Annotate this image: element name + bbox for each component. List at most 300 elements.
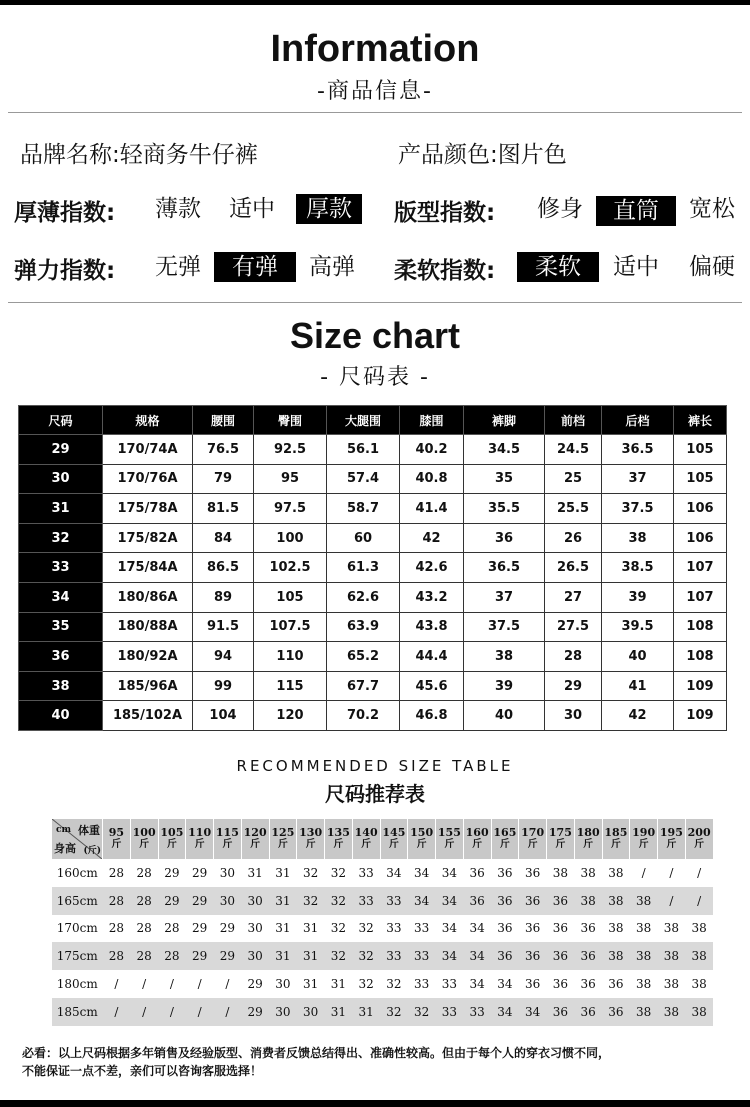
recommend-size-cell: 34 — [519, 998, 547, 1026]
size-value-cell: 30 — [545, 701, 602, 731]
recommend-size-cell: 36 — [547, 887, 575, 915]
recommend-size-cell: 38 — [580, 865, 596, 880]
size-value-cell: 37 — [464, 582, 545, 612]
recommend-row — [52, 859, 713, 887]
weight-value: 160 — [465, 826, 489, 839]
recommend-size-cell: 36 — [552, 921, 569, 936]
height-cell: 175cm — [52, 942, 103, 970]
recommend-size-cell: 28 — [164, 921, 180, 936]
recommend-size-cell: 34 — [469, 921, 485, 936]
recommend-size-cell: 31 — [275, 921, 291, 936]
size-value-cell: 120 — [254, 701, 327, 731]
recommend-size-cell: 38 — [685, 942, 713, 970]
size-value-cell: 35 — [464, 464, 545, 494]
size-value-cell: 24.5 — [545, 435, 602, 465]
size-value-cell: 39 — [602, 582, 674, 612]
weight-unit: 斤 — [361, 839, 372, 850]
weight-value: 175 — [548, 826, 572, 839]
size-value-cell: 45.6 — [400, 671, 464, 701]
size-value-cell: 40 — [602, 642, 674, 672]
recommend-size-cell: 29 — [158, 887, 186, 915]
weight-unit: 斤 — [166, 839, 177, 850]
weight-unit: 斤 — [444, 839, 455, 850]
fit-option-straight: 直筒 — [596, 196, 676, 226]
recommend-size-cell: 31 — [297, 942, 325, 970]
softness-option-hard: 偏硬 — [689, 254, 735, 280]
size-value-cell: 63.9 — [327, 612, 400, 642]
recommend-size-cell: 34 — [436, 942, 464, 970]
information-title: Information — [270, 28, 480, 70]
size-value-cell: 185/96A — [103, 671, 193, 701]
size-value-cell: 56.1 — [327, 435, 400, 465]
size-value-cell: 44.4 — [400, 642, 464, 672]
size-row — [19, 523, 727, 553]
size-value-cell: 67.7 — [327, 671, 400, 701]
size-value-cell: 107 — [674, 553, 727, 583]
weight-header-cell — [130, 819, 158, 859]
size-cell: 30 — [19, 464, 103, 494]
recommend-size-cell: 38 — [691, 921, 707, 936]
recommend-size-cell: / — [169, 977, 174, 992]
information-subtitle: -商品信息- — [317, 79, 433, 104]
recommend-size-cell: 32 — [297, 887, 325, 915]
recommend-size-cell: 38 — [685, 998, 713, 1026]
recommend-size-cell: / — [197, 977, 202, 992]
size-value-cell: 27 — [545, 582, 602, 612]
recommend-size-cell: 29 — [186, 887, 214, 915]
weight-value: 155 — [437, 826, 461, 839]
color-label: 产品颜色: — [398, 142, 498, 168]
corner-cm: cm — [56, 825, 72, 835]
recommend-size-cell: 30 — [219, 865, 236, 880]
recommend-size-cell: 38 — [635, 977, 652, 992]
size-value-cell: 108 — [674, 612, 727, 642]
weight-header-cell — [241, 819, 269, 859]
recommend-size-cell: / — [658, 887, 686, 915]
recommend-size-cell: 31 — [275, 865, 291, 880]
recommend-row — [52, 915, 713, 943]
size-value-cell: 104 — [193, 701, 254, 731]
size-value-cell: 57.4 — [327, 464, 400, 494]
weight-unit: 斤 — [388, 839, 399, 850]
recommend-size-cell: 29 — [186, 942, 214, 970]
thickness-option-medium: 适中 — [229, 196, 275, 222]
size-header-cell: 前档 — [545, 406, 602, 435]
weight-value: 110 — [188, 826, 212, 839]
recommend-size-cell: 32 — [302, 865, 319, 880]
size-cell: 40 — [19, 701, 103, 731]
size-value-cell: 105 — [254, 582, 327, 612]
recommend-size-cell: 29 — [164, 865, 180, 880]
recommend-size-cell: 38 — [658, 942, 686, 970]
recommend-size-cell: / — [142, 977, 147, 992]
recommend-size-cell: 31 — [302, 977, 319, 992]
size-value-cell: 35.5 — [464, 494, 545, 524]
size-value-cell: 43.2 — [400, 582, 464, 612]
recommend-size-cell: 31 — [269, 887, 297, 915]
weight-header-cell — [519, 819, 547, 859]
size-chart-title: Size chart — [289, 315, 461, 356]
thickness-label: 厚薄指数: — [14, 200, 116, 226]
height-cell: 180cm — [56, 977, 98, 992]
weight-unit: 斤 — [111, 839, 122, 850]
weight-header-cell — [602, 819, 630, 859]
size-value-cell: 70.2 — [327, 701, 400, 731]
recommend-size-cell: / — [158, 998, 186, 1026]
recommend-size-cell: 34 — [491, 998, 519, 1026]
size-value-cell: 36.5 — [602, 435, 674, 465]
size-value-cell: 180/86A — [103, 582, 193, 612]
size-value-cell: 99 — [193, 671, 254, 701]
size-value-cell: 36.5 — [464, 553, 545, 583]
top-border — [0, 0, 750, 5]
size-value-cell: 40 — [464, 701, 545, 731]
size-value-cell: 39.5 — [602, 612, 674, 642]
elastic-label: 弹力指数: — [14, 258, 116, 284]
size-value-cell: 81.5 — [193, 494, 254, 524]
size-value-cell: 107.5 — [254, 612, 327, 642]
recommend-size-cell: 32 — [380, 998, 408, 1026]
recommend-size-cell: 38 — [663, 977, 680, 992]
size-value-cell: 175/84A — [103, 553, 193, 583]
weight-unit: 斤 — [694, 839, 705, 850]
weight-value: 150 — [410, 826, 434, 839]
recommend-size-cell: / — [669, 865, 674, 880]
recommend-size-cell: 33 — [380, 887, 408, 915]
size-value-cell: 109 — [674, 701, 727, 731]
weight-header-cell — [158, 819, 186, 859]
size-value-cell: 41 — [602, 671, 674, 701]
weight-value: 100 — [132, 826, 156, 839]
size-cell: 35 — [19, 612, 103, 642]
size-cell: 29 — [19, 435, 103, 465]
recommend-corner — [52, 819, 103, 859]
weight-value: 195 — [659, 826, 683, 839]
recommend-size-cell: 38 — [663, 921, 680, 936]
height-cell: 170cm — [56, 921, 98, 936]
recommend-size-cell: 36 — [552, 977, 569, 992]
recommend-row — [52, 970, 713, 998]
elastic-option-none: 无弹 — [155, 254, 201, 280]
recommend-size-cell: / — [214, 998, 242, 1026]
size-value-cell: 41.4 — [400, 494, 464, 524]
recommend-size-cell: 28 — [108, 865, 125, 880]
size-value-cell: 40.8 — [400, 464, 464, 494]
recommend-size-cell: 33 — [352, 887, 380, 915]
size-value-cell: 65.2 — [327, 642, 400, 672]
size-value-cell: 38.5 — [602, 553, 674, 583]
recommend-size-cell: 38 — [630, 998, 658, 1026]
recommend-size-cell: 36 — [497, 865, 513, 880]
recommend-size-cell: 29 — [191, 921, 208, 936]
weight-unit: 斤 — [666, 839, 677, 850]
recommend-size-cell: 29 — [191, 865, 208, 880]
size-value-cell: 110 — [254, 642, 327, 672]
weight-unit: 斤 — [583, 839, 594, 850]
size-value-cell: 107 — [674, 582, 727, 612]
weight-value: 120 — [243, 826, 267, 839]
size-header-cell: 腰围 — [193, 406, 254, 435]
weight-unit: 斤 — [277, 839, 288, 850]
recommend-size-cell: 38 — [691, 977, 707, 992]
size-value-cell: 38 — [602, 523, 674, 553]
size-header-cell: 大腿围 — [327, 406, 400, 435]
size-row — [19, 553, 727, 583]
size-value-cell: 94 — [193, 642, 254, 672]
weight-unit: 斤 — [638, 839, 649, 850]
weight-value: 140 — [354, 826, 378, 839]
bottom-border — [0, 1100, 750, 1107]
weight-unit: 斤 — [610, 839, 621, 850]
recommend-size-cell: 32 — [330, 921, 347, 936]
softness-option-medium: 适中 — [613, 254, 659, 280]
corner-height: 身高 — [54, 842, 76, 855]
weight-value: 115 — [215, 826, 239, 839]
size-value-cell: 25.5 — [545, 494, 602, 524]
size-value-cell: 106 — [674, 523, 727, 553]
size-value-cell: 37.5 — [602, 494, 674, 524]
size-cell: 33 — [19, 553, 103, 583]
weight-header-cell — [103, 819, 131, 859]
weight-value: 135 — [326, 826, 350, 839]
recommend-size-cell: 36 — [491, 942, 519, 970]
elastic-option-some: 有弹 — [214, 252, 296, 282]
size-row — [19, 642, 727, 672]
brand-value: 轻商务牛仔裤 — [119, 142, 258, 168]
recommend-size-cell: 29 — [219, 921, 236, 936]
thickness-option-thin: 薄款 — [155, 196, 201, 222]
size-header-cell: 规格 — [103, 406, 193, 435]
size-value-cell: 102.5 — [254, 553, 327, 583]
recommend-size-cell: 34 — [441, 865, 458, 880]
recommend-size-cell: 29 — [247, 977, 263, 992]
weight-header-cell — [380, 819, 408, 859]
recommend-size-cell: / — [186, 998, 214, 1026]
recommend-size-cell: 29 — [241, 998, 269, 1026]
weight-value: 95 — [108, 826, 125, 839]
size-header-cell: 后档 — [602, 406, 674, 435]
recommend-title: RECOMMENDED SIZE TABLE — [236, 757, 514, 775]
weight-header-cell — [463, 819, 491, 859]
weight-value: 145 — [382, 826, 406, 839]
size-value-cell: 26.5 — [545, 553, 602, 583]
weight-value: 190 — [632, 826, 656, 839]
brand-line — [20, 136, 258, 169]
weight-unit: 斤 — [499, 839, 510, 850]
size-row — [19, 494, 727, 524]
recommend-size-cell: / — [225, 977, 230, 992]
weight-header-cell — [186, 819, 214, 859]
recommend-size-cell: / — [641, 865, 646, 880]
note-line-2: 不能保证一点不差，亲们可以咨询客服选择！ — [22, 1064, 263, 1078]
recommend-size-cell: 36 — [469, 865, 485, 880]
recommend-size-cell: 34 — [441, 921, 458, 936]
recommend-size-cell: / — [697, 865, 702, 880]
recommend-size-cell: 31 — [330, 977, 347, 992]
size-value-cell: 27.5 — [545, 612, 602, 642]
recommend-size-cell: 38 — [630, 942, 658, 970]
recommend-size-cell: 28 — [108, 921, 125, 936]
weight-value: 170 — [521, 826, 545, 839]
corner-weight: 体重 — [78, 824, 100, 837]
recommend-size-cell: 33 — [386, 921, 402, 936]
recommend-size-cell: 30 — [241, 942, 269, 970]
size-cell: 38 — [19, 671, 103, 701]
recommend-size-cell: 38 — [635, 921, 652, 936]
weight-header-cell — [630, 819, 658, 859]
size-row — [19, 612, 727, 642]
weight-unit: 斤 — [472, 839, 483, 850]
size-value-cell: 79 — [193, 464, 254, 494]
weight-header-cell — [325, 819, 353, 859]
size-row — [19, 435, 727, 465]
recommend-row — [52, 887, 713, 915]
size-header-cell: 膝围 — [400, 406, 464, 435]
size-value-cell: 105 — [674, 435, 727, 465]
weight-unit: 斤 — [194, 839, 205, 850]
size-row — [19, 582, 727, 612]
size-chart-subtitle: - 尺码表 - — [320, 365, 430, 390]
recommend-size-cell: 31 — [352, 998, 380, 1026]
size-header-cell: 尺码 — [19, 406, 103, 435]
weight-header-cell — [685, 819, 713, 859]
size-cell: 34 — [19, 582, 103, 612]
size-value-cell: 91.5 — [193, 612, 254, 642]
size-value-cell: 46.8 — [400, 701, 464, 731]
weight-value: 125 — [271, 826, 295, 839]
recommend-size-cell: 36 — [547, 942, 575, 970]
size-value-cell: 180/92A — [103, 642, 193, 672]
recommend-size-cell: 32 — [325, 942, 353, 970]
recommend-size-cell: 33 — [441, 977, 458, 992]
thickness-option-thick: 厚款 — [296, 194, 362, 224]
recommend-size-cell: 38 — [602, 942, 630, 970]
recommend-size-cell: 36 — [491, 887, 519, 915]
size-value-cell: 100 — [254, 523, 327, 553]
recommend-size-cell: 31 — [302, 921, 319, 936]
size-value-cell: 105 — [674, 464, 727, 494]
recommend-size-cell: 38 — [608, 865, 624, 880]
elastic-option-high: 高弹 — [309, 254, 355, 280]
recommend-size-cell: 30 — [275, 977, 291, 992]
size-value-cell: 34.5 — [464, 435, 545, 465]
weight-unit: 斤 — [555, 839, 566, 850]
size-value-cell: 84 — [193, 523, 254, 553]
recommend-subtitle: 尺码推荐表 — [325, 782, 425, 806]
recommend-size-cell: 38 — [574, 887, 602, 915]
note-text — [22, 1044, 732, 1080]
weight-value: 180 — [576, 826, 600, 839]
size-value-cell: 170/74A — [103, 435, 193, 465]
softness-option-soft: 柔软 — [517, 252, 599, 282]
weight-header-cell — [352, 819, 380, 859]
recommend-size-cell: 33 — [436, 998, 464, 1026]
divider-middle — [8, 302, 742, 303]
size-value-cell: 89 — [193, 582, 254, 612]
size-value-cell: 29 — [545, 671, 602, 701]
corner-jin: (斤) — [83, 846, 101, 856]
divider-top — [8, 112, 742, 113]
recommend-size-cell: 34 — [463, 942, 491, 970]
recommend-size-cell: 28 — [136, 921, 152, 936]
size-value-cell: 26 — [545, 523, 602, 553]
brand-label: 品牌名称: — [20, 142, 120, 168]
recommend-size-cell: / — [130, 998, 158, 1026]
recommend-size-cell: 33 — [413, 977, 430, 992]
recommend-size-cell: 31 — [247, 865, 263, 880]
softness-label: 柔软指数: — [394, 258, 496, 284]
size-value-cell: 39 — [464, 671, 545, 701]
recommend-size-cell: 32 — [352, 942, 380, 970]
size-value-cell: 42 — [400, 523, 464, 553]
size-value-cell: 61.3 — [327, 553, 400, 583]
weight-value: 185 — [604, 826, 628, 839]
recommend-size-cell: 34 — [413, 865, 430, 880]
size-value-cell: 58.7 — [327, 494, 400, 524]
weight-unit: 斤 — [333, 839, 344, 850]
recommend-row — [52, 942, 713, 970]
recommend-size-cell: 33 — [413, 921, 430, 936]
weight-header-cell — [547, 819, 575, 859]
recommend-size-cell: 32 — [358, 921, 374, 936]
size-value-cell: 175/82A — [103, 523, 193, 553]
size-value-cell: 42 — [602, 701, 674, 731]
height-cell: 185cm — [52, 998, 103, 1026]
size-header-cell: 臀围 — [254, 406, 327, 435]
recommend-size-cell: 32 — [330, 865, 347, 880]
recommend-size-cell: 38 — [602, 887, 630, 915]
weight-header-cell — [658, 819, 686, 859]
size-value-cell: 42.6 — [400, 553, 464, 583]
recommend-size-cell: 28 — [130, 887, 158, 915]
recommend-size-cell: 28 — [130, 942, 158, 970]
weight-value: 165 — [493, 826, 517, 839]
size-value-cell: 175/78A — [103, 494, 193, 524]
recommend-size-cell: 36 — [602, 998, 630, 1026]
size-value-cell: 37 — [602, 464, 674, 494]
size-value-cell: 62.6 — [327, 582, 400, 612]
recommend-size-cell: 30 — [247, 921, 263, 936]
size-chart-header — [19, 406, 727, 435]
size-value-cell: 25 — [545, 464, 602, 494]
weight-unit: 斤 — [305, 839, 316, 850]
recommend-size-cell: 36 — [519, 887, 547, 915]
recommend-size-cell: / — [103, 998, 131, 1026]
recommend-size-cell: 38 — [608, 921, 624, 936]
size-value-cell: 109 — [674, 671, 727, 701]
recommend-size-cell: 32 — [408, 998, 436, 1026]
recommend-size-cell: 36 — [547, 998, 575, 1026]
recommend-size-cell: 30 — [269, 998, 297, 1026]
size-value-cell: 97.5 — [254, 494, 327, 524]
weight-header-cell — [491, 819, 519, 859]
recommend-size-cell: 32 — [358, 977, 374, 992]
recommend-size-cell: 34 — [408, 887, 436, 915]
recommend-size-cell: 34 — [497, 977, 513, 992]
recommend-size-cell: 36 — [580, 977, 596, 992]
size-cell: 36 — [19, 642, 103, 672]
size-value-cell: 28 — [545, 642, 602, 672]
weight-unit: 斤 — [250, 839, 261, 850]
weight-unit: 斤 — [416, 839, 427, 850]
recommend-size-cell: 36 — [574, 942, 602, 970]
recommend-size-cell: 31 — [325, 998, 353, 1026]
recommend-size-cell: 28 — [136, 865, 152, 880]
size-value-cell: 36 — [464, 523, 545, 553]
recommend-size-cell: 36 — [524, 921, 541, 936]
weight-header-cell — [408, 819, 436, 859]
recommend-size-cell: 38 — [658, 998, 686, 1026]
